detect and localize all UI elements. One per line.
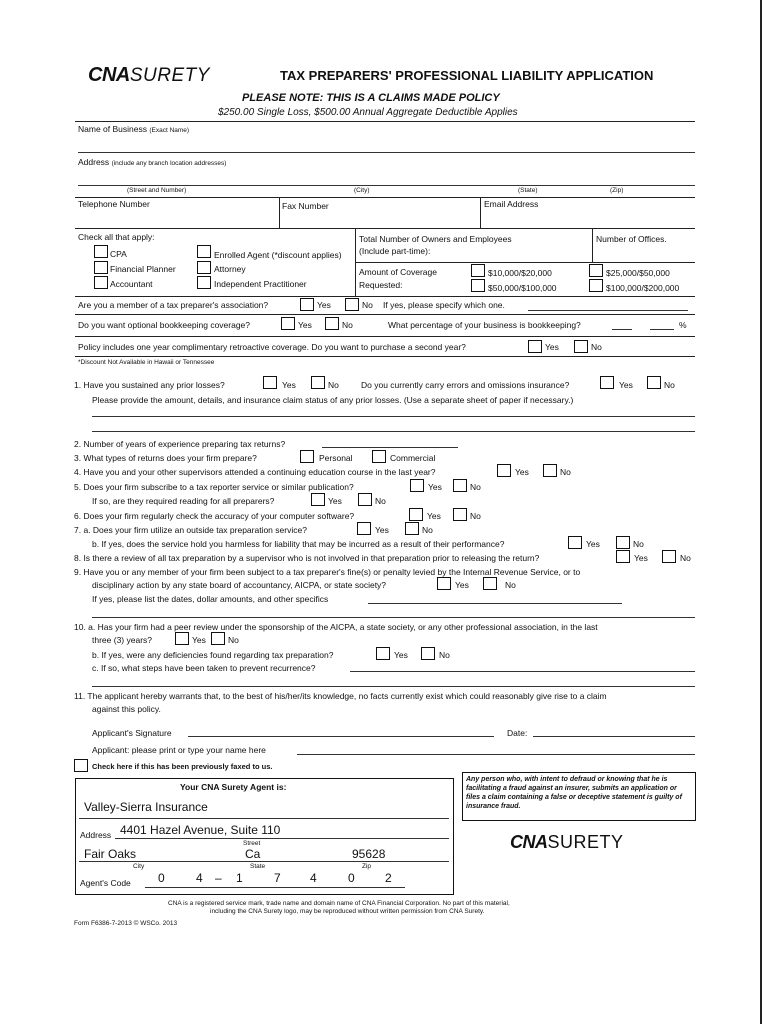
legal-line-1: CNA is a registered service mark, trade name and domain name of CNA Financial Corporation. No part of this material,: [168, 900, 510, 907]
q10c-steps-line-2[interactable]: [92, 686, 695, 687]
agent-address-label: Address: [80, 830, 112, 840]
association-no-label: No: [362, 300, 373, 310]
q5-no-label: No: [470, 482, 481, 492]
agent-code-digit-5: 4: [310, 871, 317, 885]
fraud-warning: Any person who, with intent to defraud or knowing that he is facilitating a fraud against an insurer, submits an application or files a claim containing a false or deceptive statement is guilty of insurance fraud.: [462, 772, 696, 821]
agent-code-label: Agent's Code: [80, 878, 131, 888]
coverage-label: Amount of Coverage: [359, 267, 437, 277]
logo-surety: SURETY: [129, 65, 210, 86]
agent-code-separator: –: [215, 871, 222, 885]
bookkeeping-yes-checkbox[interactable]: [281, 317, 295, 330]
footer-logo-surety: SURETY: [547, 832, 624, 852]
q5b-yes-checkbox[interactable]: [311, 493, 325, 506]
city-caption: (City): [354, 187, 370, 194]
signature-field[interactable]: [188, 736, 494, 737]
q3-commercial-label: Commercial: [390, 453, 436, 463]
q7b-yes-label: Yes: [586, 539, 600, 549]
attorney-label: Attorney: [214, 264, 246, 274]
q1-no-label: No: [328, 380, 339, 390]
q10b-yes-checkbox[interactable]: [376, 647, 390, 660]
q10b-deficiencies: b. If yes, were any deficiencies found regarding tax preparation?: [92, 650, 334, 660]
bookkeeping-yes-label: Yes: [298, 320, 312, 330]
bookkeeping-percent-line: [650, 329, 674, 330]
q9-specifics-line-2[interactable]: [92, 617, 695, 618]
financial-planner-checkbox[interactable]: [94, 261, 108, 274]
agent-code-digit-6: 0: [348, 871, 355, 885]
fax-label: Fax Number: [282, 201, 329, 211]
q8-no-checkbox[interactable]: [662, 550, 676, 563]
agent-code-line: [145, 887, 405, 888]
q5-yes-checkbox[interactable]: [410, 479, 424, 492]
agent-address-line: [115, 838, 449, 839]
q1b-yes-checkbox[interactable]: [600, 376, 614, 389]
q3-commercial-checkbox[interactable]: [372, 450, 386, 463]
retroactive-question: Policy includes one year complimentary retroactive coverage. Do you want to purchase a second year?: [78, 342, 466, 352]
q7b-no-checkbox[interactable]: [616, 536, 630, 549]
q6-software-accuracy: 6. Does your firm regularly check the accuracy of your computer software?: [74, 511, 355, 521]
q4-no-checkbox[interactable]: [543, 464, 557, 477]
agent-state: Ca: [245, 847, 261, 861]
accountant-label: Accountant: [110, 279, 153, 289]
owners-employees-label: Total Number of Owners and Employees: [359, 234, 512, 244]
agent-street-caption: Street: [243, 840, 261, 847]
q7a-yes-checkbox[interactable]: [357, 522, 371, 535]
q10a-three-years: three (3) years?: [92, 635, 152, 645]
q9-yes-label: Yes: [455, 580, 469, 590]
agent-code-digit-7: 2: [385, 871, 392, 885]
agent-city-caption: City: [133, 863, 145, 870]
q6-yes-label: Yes: [427, 511, 441, 521]
agent-code-digit-1: 0: [158, 871, 165, 885]
claims-made-note: PLEASE NOTE: THIS IS A CLAIMS MADE POLICY: [242, 92, 500, 104]
q1-details: Please provide the amount, details, and insurance claim status of any prior losses. (Use a separate sheet of paper if necessary.): [92, 395, 574, 405]
q8-yes-checkbox[interactable]: [616, 550, 630, 563]
q10b-yes-label: Yes: [394, 650, 408, 660]
q10c-steps: c. If so, what steps have been taken to prevent recurrence?: [92, 663, 316, 673]
previously-faxed-checkbox[interactable]: [74, 759, 88, 772]
q9-no-checkbox[interactable]: [483, 577, 497, 590]
association-question: Are you a member of a tax preparer's association?: [78, 300, 269, 310]
q7a-no-label: No: [422, 525, 433, 535]
q8-no-label: No: [680, 553, 691, 563]
q1-prior-losses: 1. Have you sustained any prior losses?: [74, 380, 225, 390]
q5-yes-label: Yes: [428, 482, 442, 492]
q10a-yes-checkbox[interactable]: [175, 632, 189, 645]
coverage-10k-label: $10,000/$20,000: [488, 268, 552, 278]
agent-zip-caption: Zip: [362, 863, 372, 870]
q1-no-checkbox[interactable]: [311, 376, 325, 389]
date-field[interactable]: [533, 736, 695, 737]
page-edge: [760, 0, 770, 1024]
retroactive-no-checkbox[interactable]: [574, 340, 588, 353]
cpa-label: CPA: [110, 249, 127, 259]
q5b-required-reading: If so, are they required reading for all preparers?: [92, 496, 275, 506]
coverage-25k-label: $25,000/$50,000: [606, 268, 670, 278]
street-caption: (Street and Number): [127, 187, 187, 194]
coverage-50k-checkbox[interactable]: [471, 279, 485, 292]
q1-eo-insurance: Do you currently carry errors and omissions insurance?: [361, 380, 570, 390]
q10b-no-label: No: [439, 650, 450, 660]
address-label: Address (include any branch location addresses): [78, 157, 227, 167]
q5b-yes-label: Yes: [328, 496, 342, 506]
independent-practitioner-checkbox[interactable]: [197, 276, 211, 289]
enrolled-agent-label: Enrolled Agent (*discount applies): [214, 250, 342, 260]
footer-cna-surety-logo: [510, 832, 624, 853]
q2-experience: 2. Number of years of experience preparing tax returns?: [74, 439, 286, 449]
q9-specifics: If yes, please list the dates, dollar amounts, and other specifics: [92, 594, 329, 604]
coverage-100k-checkbox[interactable]: [589, 279, 603, 292]
previously-faxed-label: Check here if this has been previously faxed to us.: [92, 762, 273, 771]
bookkeeping-percent-field[interactable]: [612, 329, 632, 330]
association-yes-checkbox[interactable]: [300, 298, 314, 311]
cpa-checkbox[interactable]: [94, 245, 108, 258]
q4-yes-label: Yes: [515, 467, 529, 477]
agent-state-caption: State: [250, 863, 266, 870]
discount-note: *Discount Not Available in Hawaii or Tennessee: [78, 359, 215, 366]
retroactive-no-label: No: [591, 342, 602, 352]
q10a-no-checkbox[interactable]: [211, 632, 225, 645]
q1b-no-label: No: [664, 380, 675, 390]
q1-details-line-2[interactable]: [92, 431, 695, 432]
attorney-checkbox[interactable]: [197, 261, 211, 274]
q6-no-checkbox[interactable]: [453, 508, 467, 521]
enrolled-agent-checkbox[interactable]: [197, 245, 211, 258]
address-field[interactable]: [78, 185, 695, 186]
q9-specifics-field[interactable]: [368, 603, 622, 604]
zip-caption: (Zip): [610, 187, 624, 194]
q9-penalties: 9. Have you or any member of your firm been subject to a tax preparer's fine(s) or penalty levied by the Internal Revenue Service, or to: [74, 567, 581, 577]
q1-yes-checkbox[interactable]: [263, 376, 277, 389]
telephone-label: Telephone Number: [78, 199, 150, 209]
q4-yes-checkbox[interactable]: [497, 464, 511, 477]
association-no-checkbox[interactable]: [345, 298, 359, 311]
agent-code-digit-4: 7: [274, 871, 281, 885]
coverage-50k-label: $50,000/$100,000: [488, 283, 557, 293]
q5-no-checkbox[interactable]: [453, 479, 467, 492]
q1-yes-label: Yes: [282, 380, 296, 390]
q4-continuing-ed: 4. Have you and your other supervisors attended a continuing education course in the last year?: [74, 467, 436, 477]
q1b-yes-label: Yes: [619, 380, 633, 390]
q3-return-types: 3. What types of returns does your firm prepare?: [74, 453, 257, 463]
form-title: TAX PREPARERS' PROFESSIONAL LIABILITY APPLICATION: [280, 68, 654, 83]
agent-code-digit-2: 4: [196, 871, 203, 885]
q3-personal-checkbox[interactable]: [300, 450, 314, 463]
cna-surety-logo: [88, 64, 210, 87]
q9-yes-checkbox[interactable]: [437, 577, 451, 590]
agent-city-line: [79, 861, 449, 862]
q7b-hold-harmless: b. If yes, does the service hold you harmless for liability that may be incurred as a result of their performance?: [92, 539, 505, 549]
check-all-label: Check all that apply:: [78, 232, 155, 242]
agent-city: Fair Oaks: [84, 847, 137, 861]
q10c-steps-field[interactable]: [350, 671, 695, 672]
retroactive-yes-checkbox[interactable]: [528, 340, 542, 353]
association-name-field[interactable]: [528, 310, 688, 311]
q1b-no-checkbox[interactable]: [647, 376, 661, 389]
logo-cna: CNA: [88, 64, 130, 86]
agent-zip: 95628: [352, 847, 386, 861]
association-yes-label: Yes: [317, 300, 331, 310]
bookkeeping-question: Do you want optional bookkeeping coverage?: [78, 320, 251, 330]
bookkeeping-percent-label: What percentage of your business is bookkeeping?: [388, 320, 581, 330]
association-specify-label: If yes, please specify which one.: [383, 300, 505, 310]
q4-no-label: No: [560, 467, 571, 477]
q7a-yes-label: Yes: [375, 525, 389, 535]
q5b-no-checkbox[interactable]: [358, 493, 372, 506]
form-number: Form F6386-7-2013 © WSCo. 2013: [74, 920, 178, 927]
agent-name: Valley-Sierra Insurance: [84, 800, 208, 814]
percent-sign: %: [679, 320, 687, 330]
print-name-label: Applicant: please print or type your name here: [92, 745, 266, 755]
q11-warranty: 11. The applicant hereby warrants that, to the best of his/her/its knowledge, no facts currently exist which could reasonably give rise to a claim: [74, 691, 607, 701]
coverage-25k-checkbox[interactable]: [589, 264, 603, 277]
owners-employees-sub: (Include part-time):: [359, 246, 431, 256]
bookkeeping-no-checkbox[interactable]: [325, 317, 339, 330]
q7a-no-checkbox[interactable]: [405, 522, 419, 535]
coverage-requested-label: Requested:: [359, 280, 403, 290]
date-label: Date:: [507, 728, 528, 738]
name-of-business-field[interactable]: [78, 152, 695, 153]
legal-line-2: including the CNA Surety logo, may be reproduced without written permission from CNA Surety.: [210, 908, 485, 915]
agent-code-digit-3: 1: [236, 871, 243, 885]
q8-supervisor-review: 8. Is there a review of all tax preparation by a supervisor who is not involved in that preparation prior to releasing the return?: [74, 553, 540, 563]
bookkeeping-no-label: No: [342, 320, 353, 330]
q10a-yes-label: Yes: [192, 635, 206, 645]
name-of-business-label: Name of Business (Exact Name): [78, 124, 190, 134]
footer-logo-cna: CNA: [510, 832, 548, 852]
q7a-outside-service: 7. a. Does your firm utilize an outside tax preparation service?: [74, 525, 307, 535]
q5-reporter-service: 5. Does your firm subscribe to a tax reporter service or similar publication?: [74, 482, 354, 492]
agent-address: 4401 Hazel Avenue, Suite 110: [120, 823, 281, 837]
q6-yes-checkbox[interactable]: [409, 508, 423, 521]
state-caption: (State): [518, 187, 538, 194]
q10a-peer-review: 10. a. Has your firm had a peer review under the sponsorship of the AICPA, a state society, or any other professional association, in the last: [74, 622, 598, 632]
q10b-no-checkbox[interactable]: [421, 647, 435, 660]
agent-heading: Your CNA Surety Agent is:: [180, 782, 287, 792]
q3-personal-label: Personal: [319, 453, 353, 463]
q5b-no-label: No: [375, 496, 386, 506]
q6-no-label: No: [470, 511, 481, 521]
retroactive-yes-label: Yes: [545, 342, 559, 352]
coverage-100k-label: $100,000/$200,000: [606, 283, 680, 293]
financial-planner-label: Financial Planner: [110, 264, 176, 274]
email-label: Email Address: [484, 199, 539, 209]
print-name-field[interactable]: [297, 754, 695, 755]
q10a-no-label: No: [228, 635, 239, 645]
q1-details-line-1[interactable]: [92, 416, 695, 417]
deductible-note: $250.00 Single Loss, $500.00 Annual Aggregate Deductible Applies: [218, 107, 518, 118]
signature-label: Applicant's Signature: [92, 728, 172, 738]
q2-years-field[interactable]: [322, 447, 458, 448]
q8-yes-label: Yes: [634, 553, 648, 563]
q7b-yes-checkbox[interactable]: [568, 536, 582, 549]
independent-practitioner-label: Independent Practitioner: [214, 279, 307, 289]
accountant-checkbox[interactable]: [94, 276, 108, 289]
q11-warranty-cont: against this policy.: [92, 704, 161, 714]
q9-no-label: No: [505, 580, 516, 590]
offices-label: Number of Offices.: [596, 234, 667, 244]
q9-disciplinary: disciplinary action by any state board of accountancy, AICPA, or state society?: [92, 580, 387, 590]
coverage-10k-checkbox[interactable]: [471, 264, 485, 277]
agent-name-line: [79, 818, 449, 819]
q7b-no-label: No: [633, 539, 644, 549]
